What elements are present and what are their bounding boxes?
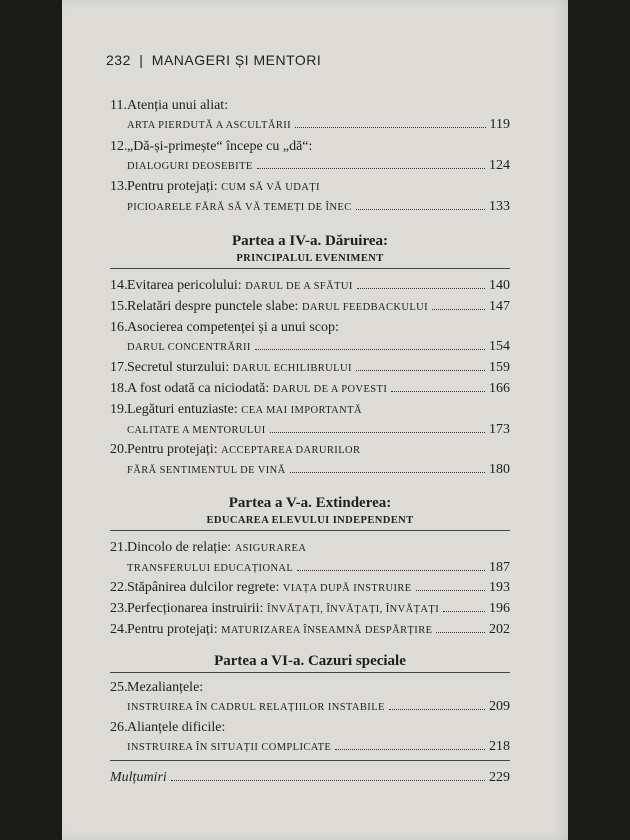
entry-page: 124 (489, 158, 510, 173)
entry-number: 14. (110, 278, 128, 293)
leader-dots (290, 472, 485, 473)
entry-title: Alianțele dificile: (127, 720, 226, 735)
entry-page: 147 (489, 299, 510, 314)
entry-page: 173 (489, 422, 510, 437)
header-book-title: MANAGERI ȘI MENTORI (151, 52, 322, 68)
entry-page: 193 (489, 580, 510, 595)
entry-title: Legături entuziaste: (127, 402, 238, 417)
entry-number: 11. (110, 98, 127, 113)
entry-title: Asocierea competenței și a unui scop: (127, 320, 339, 335)
leader-dots (356, 370, 485, 371)
entry-subtitle: VIAȚA DUPĂ INSTRUIRE (282, 583, 412, 594)
part-subtitle: PRINCIPALUL EVENIMENT (236, 253, 384, 264)
toc-entry-acknowledgements[interactable] (110, 768, 510, 787)
leader-dots (416, 590, 485, 591)
entry-subtitle: DIALOGURI DEOSEBITE (127, 161, 253, 172)
toc-entry[interactable] (110, 297, 510, 317)
entry-title: Relatări despre punctele slabe: (127, 299, 299, 314)
entry-title: Secretul sturzului: (127, 360, 230, 375)
entry-subtitle: MATURIZAREA ÎNSEAMNĂ DESPĂRȚIRE (221, 625, 433, 636)
toc-entry[interactable] (110, 538, 510, 578)
running-header (106, 52, 321, 68)
leader-dots (295, 127, 485, 128)
entry-subtitle: DARUL CONCENTRĂRII (127, 342, 251, 353)
leader-dots (391, 391, 485, 392)
toc-entry[interactable] (110, 599, 510, 619)
entry-page: 159 (489, 360, 510, 375)
entry-subtitle: FĂRĂ SENTIMENTUL DE VINĂ (127, 465, 286, 476)
entry-subtitle-inline: CEA MAI IMPORTANTĂ (241, 405, 362, 416)
entry-page: 218 (489, 739, 510, 754)
entry-number: 16. (110, 320, 128, 335)
entry-number: 13. (110, 179, 128, 194)
part-title: Partea a V-a. Extinderea: (228, 495, 392, 511)
leader-dots (171, 780, 485, 781)
toc-entry[interactable] (110, 678, 510, 717)
leader-dots (335, 749, 485, 750)
toc-entry[interactable] (110, 440, 510, 480)
entry-subtitle: ÎNVĂȚAȚI, ÎNVĂȚAȚI, ÎNVĂȚAȚI (266, 604, 440, 615)
toc-entry[interactable] (110, 358, 510, 378)
part-title: Partea a IV-a. Dăruirea: (231, 233, 389, 249)
entry-page: 209 (489, 699, 510, 714)
entry-number: 26. (110, 720, 128, 735)
entry-page: 140 (489, 278, 510, 293)
leader-dots (356, 209, 485, 210)
entry-subtitle: DARUL DE A POVESTI (272, 384, 388, 395)
entry-number: 25. (110, 680, 128, 695)
entry-number: 21. (110, 540, 128, 555)
entry-number: 22. (110, 580, 128, 595)
entry-subtitle: DARUL DE A SFĂTUI (245, 281, 353, 292)
entry-subtitle: DARUL FEEDBACKULUI (301, 302, 429, 313)
entry-title: Pentru protejați: (127, 442, 218, 457)
toc-entry[interactable] (110, 137, 510, 176)
divider (110, 672, 510, 673)
toc-entry[interactable] (110, 177, 510, 217)
entry-title: Mulțumiri (110, 770, 167, 785)
part-heading (110, 652, 510, 670)
header-page-number: 232 (106, 52, 131, 68)
entry-page: 180 (489, 462, 510, 477)
leader-dots (389, 709, 485, 710)
entry-title: Evitarea pericolului: (127, 278, 242, 293)
entry-subtitle-inline: ACCEPTAREA DARURILOR (221, 445, 361, 456)
entry-number: 23. (110, 601, 128, 616)
entry-title: Perfecționarea instruirii: (127, 601, 264, 616)
entry-number: 18. (110, 381, 128, 396)
part-heading (110, 232, 510, 264)
entry-title: Mezalianțele: (127, 680, 204, 695)
leader-dots (432, 309, 485, 310)
leader-dots (443, 611, 485, 612)
entry-subtitle: INSTRUIREA ÎN SITUAȚII COMPLICATE (127, 742, 332, 753)
entry-title: A fost odată ca niciodată: (127, 381, 270, 396)
entry-subtitle: ARTA PIERDUTĂ A ASCULTĂRII (127, 120, 292, 131)
entry-number: 15. (110, 299, 128, 314)
entry-title: Atenția unui aliat: (127, 98, 229, 113)
divider (110, 760, 510, 761)
leader-dots (255, 349, 485, 350)
entry-page: 166 (489, 381, 510, 396)
entry-page: 229 (489, 770, 510, 785)
entry-title: „Dă-și-primește“ începe cu „dă“: (127, 139, 313, 154)
entry-title: Stăpânirea dulcilor regrete: (127, 580, 280, 595)
entry-page: 133 (489, 199, 510, 214)
leader-dots (270, 432, 485, 433)
toc-entry[interactable] (110, 96, 510, 135)
header-separator: | (139, 52, 144, 68)
toc-entry[interactable] (110, 400, 510, 440)
leader-dots (436, 632, 485, 633)
divider (110, 530, 510, 531)
toc-entry[interactable] (110, 718, 510, 757)
leader-dots (297, 570, 485, 571)
entry-title: Pentru protejați: (127, 179, 218, 194)
entry-title: Pentru protejați: (127, 622, 218, 637)
book-page (62, 0, 568, 840)
entry-page: 202 (489, 622, 510, 637)
part-subtitle: EDUCAREA ELEVULUI INDEPENDENT (206, 515, 414, 526)
entry-number: 12. (110, 139, 128, 154)
toc-entry[interactable] (110, 620, 510, 640)
entry-page: 154 (489, 339, 510, 354)
part-title: Partea a VI-a. Cazuri speciale (214, 653, 406, 669)
toc-entry[interactable] (110, 578, 510, 598)
leader-dots (357, 288, 485, 289)
entry-number: 19. (110, 402, 128, 417)
toc-entry[interactable] (110, 276, 510, 296)
entry-subtitle: TRANSFERULUI EDUCAȚIONAL (127, 563, 294, 574)
entry-number: 24. (110, 622, 128, 637)
entry-number: 20. (110, 442, 128, 457)
entry-title: Dincolo de relație: (127, 540, 232, 555)
entry-subtitle: CALITATE A MENTORULUI (127, 425, 266, 436)
divider (110, 268, 510, 269)
toc-entry[interactable] (110, 379, 510, 399)
entry-subtitle-inline: CUM SĂ VĂ UDAȚI (221, 182, 320, 193)
entry-page: 119 (489, 117, 510, 132)
entry-subtitle: INSTRUIREA ÎN CADRUL RELAȚIILOR INSTABILE (127, 702, 385, 713)
toc-entry[interactable] (110, 318, 510, 357)
entry-subtitle: DARUL ECHILIBRULUI (232, 363, 352, 374)
entry-subtitle-inline: ASIGURAREA (234, 543, 307, 554)
entry-page: 196 (489, 601, 510, 616)
entry-number: 17. (110, 360, 128, 375)
leader-dots (257, 168, 485, 169)
entry-subtitle: PICIOARELE FĂRĂ SĂ VĂ TEMEȚI DE ÎNEC (127, 202, 352, 213)
part-heading (110, 494, 510, 526)
entry-page: 187 (489, 560, 510, 575)
